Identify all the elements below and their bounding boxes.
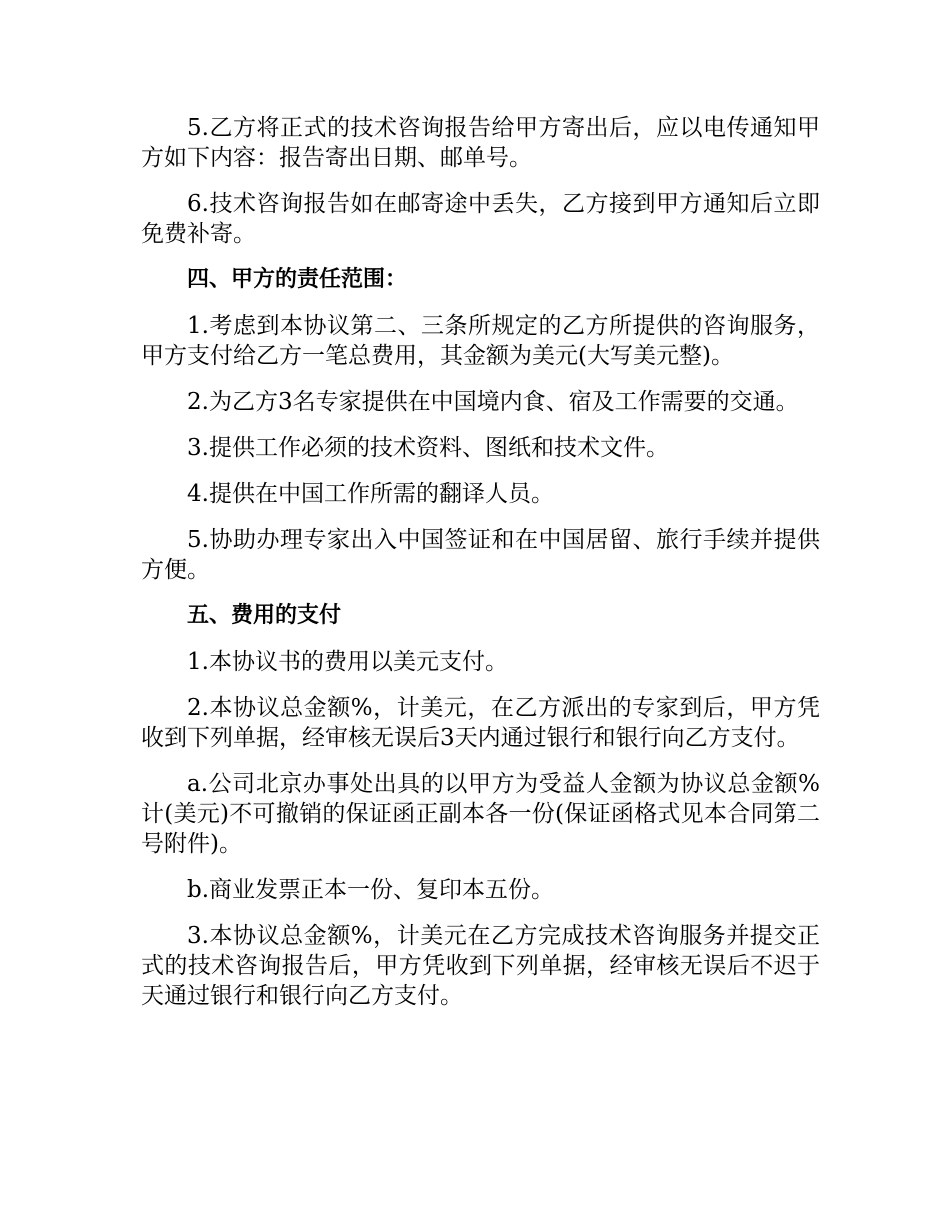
paragraph-item-4-translators: 4.提供在中国工作所需的翻译人员。 <box>187 481 554 507</box>
paragraph-item-1-total-fee: 1.考虑到本协议第二、三条所规定的乙方所提供的咨询服务，甲方支付给乙方一笔总费用，其金额为美元(大写美元整)。 <box>141 313 820 369</box>
paragraph-item-6-report-lost: 6.技术咨询报告如在邮寄途中丢失，乙方接到甲方通知后立即免费补寄。 <box>141 191 820 247</box>
paragraph-item-a-guarantee-letter: a.公司北京办事处出具的以甲方为受益人金额为协议总金额%计(美元)不可撤销的保证函正副本各一份(保证函格式见本合同第二号附件)。 <box>141 771 820 857</box>
section-heading-payment: 五、费用的支付 <box>187 603 342 628</box>
paragraph-item-3-technical-materials: 3.提供工作必须的技术资料、图纸和技术文件。 <box>187 435 669 461</box>
paragraph-item-2-first-payment: 2.本协议总金额%，计美元，在乙方派出的专家到后，甲方凭收到下列单据，经审核无误后3天内通过银行和银行向乙方支付。 <box>141 695 820 751</box>
paragraph-item-5-visa-assistance: 5.协助办理专家出入中国签证和在中国居留、旅行手续并提供方便。 <box>141 527 820 583</box>
section-heading-party-a-responsibilities: 四、甲方的责任范围： <box>187 267 408 292</box>
paragraph-item-2-accommodation: 2.为乙方3名专家提供在中国境内食、宿及工作需要的交通。 <box>187 389 799 415</box>
paragraph-item-3-final-payment: 3.本协议总金额%，计美元在乙方完成技术咨询服务并提交正式的技术咨询报告后，甲方凭收到下列单据，经审核无误后不迟于天通过银行和银行向乙方支付。 <box>141 923 820 1009</box>
paragraph-item-5-report-sent: 5.乙方将正式的技术咨询报告给甲方寄出后，应以电传通知甲方如下内容：报告寄出日期、邮单号。 <box>141 115 820 171</box>
paragraph-item-1-currency: 1.本协议书的费用以美元支付。 <box>187 649 508 675</box>
paragraph-item-b-commercial-invoice: b.商业发票正本一份、复印本五份。 <box>187 877 555 903</box>
